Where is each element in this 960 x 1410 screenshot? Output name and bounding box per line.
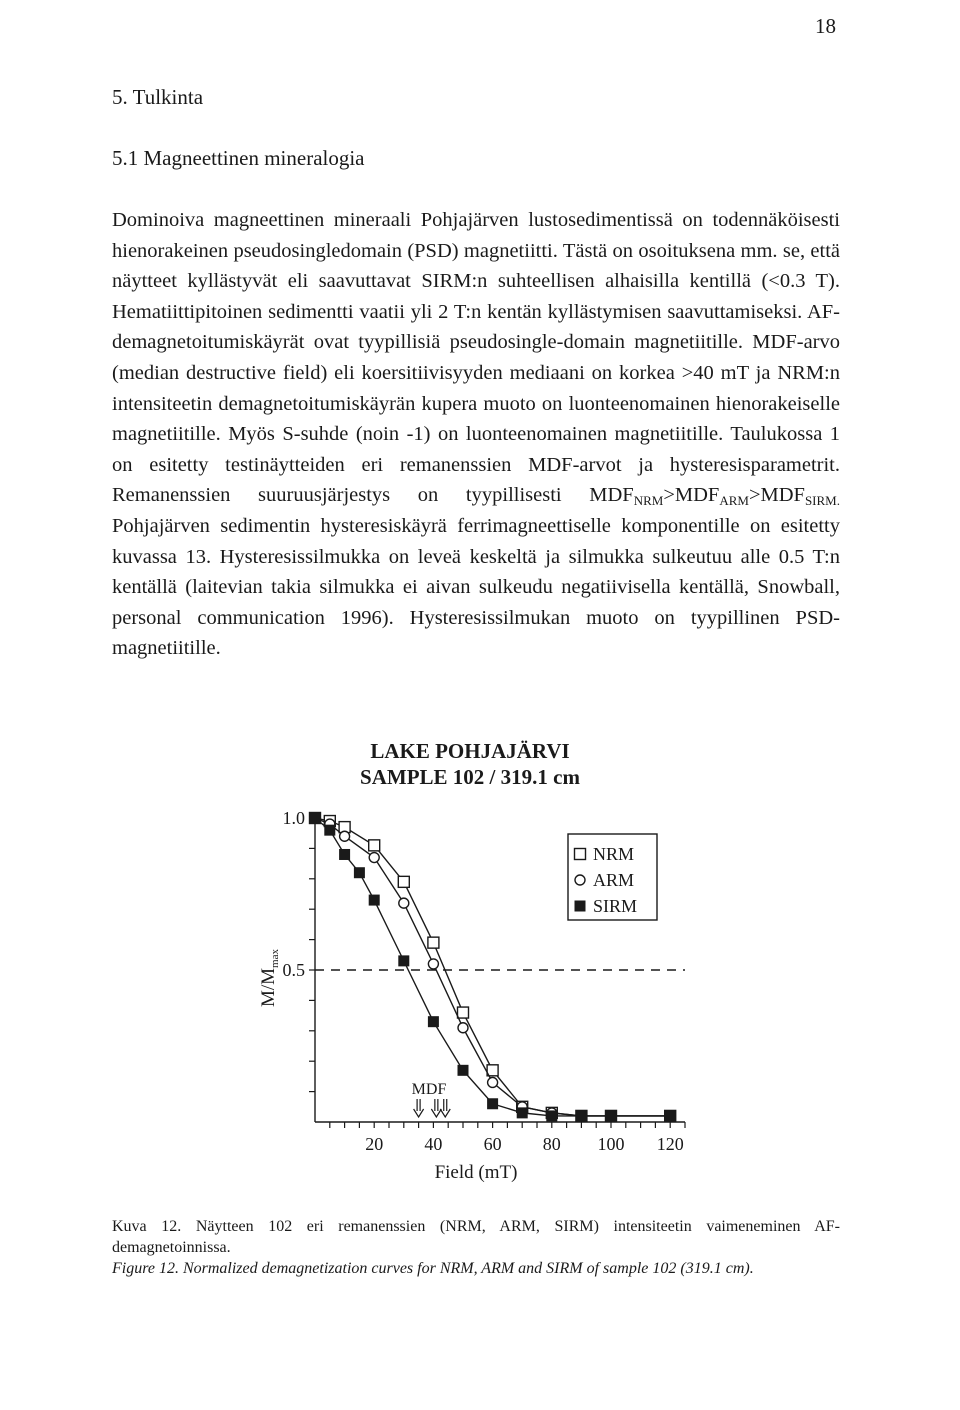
data-point-nrm (369, 840, 380, 851)
data-point-sirm (310, 813, 320, 823)
paragraph-part-2: Pohjajärven sedimentin hysteresiskäyrä ferrimagneettiselle komponentille on esitetty kuvassa 13. Hysteresissilmukka on leveä keskeltä ja silmukka sulkeutuu alle 0.5 T:n kentällä (laitevian takia silmukka ei aivan sulkeudu negatiivisella kentällä, Snowball, personal communication 1996). Hysteresissilmukan muoto on tyypillinen PSD-magnetiitille. (112, 514, 840, 660)
x-axis-label: Field (mT) (434, 1162, 518, 1183)
data-point-nrm (398, 876, 409, 887)
data-point-sirm (576, 1111, 586, 1121)
y-axis-label-sub: max (269, 948, 281, 968)
x-tick-label: 20 (365, 1134, 384, 1154)
legend-marker-arm (575, 875, 585, 885)
chart-title-line-2: SAMPLE 102 / 319.1 cm (360, 765, 580, 789)
page-number: 18 (815, 14, 836, 38)
section-title: 5. Tulkinta (112, 85, 204, 109)
x-tick-label: 60 (483, 1134, 502, 1154)
legend-label-arm: ARM (593, 870, 635, 890)
data-point-arm (399, 898, 409, 908)
legend-marker-sirm (575, 901, 585, 911)
sub-nrm: NRM (633, 493, 664, 509)
data-point-arm (369, 853, 379, 863)
caption-english: Figure 12. Normalized demagnetization curves for NRM, ARM and SIRM of sample 102 (319.1 cm). (112, 1260, 754, 1277)
data-point-nrm (428, 937, 439, 948)
mdf-arrow-head (431, 1109, 441, 1117)
subsection-title: 5.1 Magneettinen mineralogia (112, 146, 365, 170)
data-point-sirm (517, 1108, 527, 1118)
mdf-arrow-head (440, 1109, 450, 1117)
data-point-sirm (665, 1111, 675, 1121)
mdf-arrow-head (414, 1109, 424, 1117)
sub-sirm: SIRM. (804, 493, 840, 509)
mdf-arrow-icon (414, 1099, 424, 1117)
y-tick-label: 0.5 (282, 960, 305, 980)
caption-finnish: Kuva 12. Näytteen 102 eri remanenssien (NRM, ARM, SIRM) intensiteetin vaimeneminen AF-demagnetoinnissa. (112, 1218, 840, 1256)
mdf-arrow-icon (440, 1099, 450, 1117)
mdf-label: MDF (411, 1081, 447, 1098)
demagnetization-chart (240, 720, 720, 1200)
x-tick-label: 100 (597, 1134, 625, 1154)
mdf-arrow-icon (431, 1099, 441, 1117)
data-point-nrm (458, 1007, 469, 1018)
data-point-sirm (399, 956, 409, 966)
y-axis-label-main: M/M (258, 967, 279, 1008)
chart-title-line-1: LAKE POHJAJÄRVI (370, 739, 570, 763)
data-point-sirm (325, 825, 335, 835)
data-point-sirm (547, 1111, 557, 1121)
data-point-sirm (340, 849, 350, 859)
sub-arm: ARM (719, 493, 749, 509)
data-point-sirm (428, 1017, 438, 1027)
y-tick-label: 1.0 (282, 808, 305, 828)
legend-label-nrm: NRM (593, 844, 635, 864)
data-point-arm (458, 1023, 468, 1033)
mdf-sirm: >MDF (748, 484, 805, 507)
legend-marker-nrm (575, 849, 586, 860)
data-point-sirm (354, 868, 364, 878)
mdf-arm: >MDF (663, 484, 720, 507)
paragraph-part-1: Dominoiva magneettinen mineraali Pohjajärven lustosedimentissä on todennäköisesti hienorakeinen pseudosingledomain (PSD) magnetiitti. Tästä on osoituksena mm. se, että näytteet kyllästyvät eli saavuttavat SIRM:n suhteellisen alhaisilla kentillä (<0.3 T). Hematiittipitoinen sedimentti vaatii yli 2 T:n kentän kyllästymisen saavuttamiseksi. AF-demagnetoitumiskäyrät ovat tyypillisiä pseudosingle-domain magnetiitille. MDF-arvo (median destructive field) eli koersitiivisyyden mediaani on korkea >40 mT ja NRM:n intensiteetin demagnetoitumiskäyrän kupera muoto on luonteenomainen hienorakeiselle magnetiitille. Myös S-suhde (noin -1) on luonteenomainen magnetiitille. Taulukossa 1 on esitetty testinäytteiden eri remanenssien MDF-arvot ja hysteresisparametrit. Remanenssien suuruusjärjestys on tyypillisesti (112, 209, 840, 507)
legend (568, 834, 657, 920)
data-point-sirm (606, 1111, 616, 1121)
legend-label-sirm: SIRM (593, 896, 638, 916)
data-point-arm (488, 1077, 498, 1087)
body-paragraph (112, 205, 840, 664)
data-point-sirm (369, 895, 379, 905)
x-tick-label: 40 (424, 1134, 443, 1154)
data-point-sirm (458, 1065, 468, 1075)
x-tick-label: 120 (656, 1134, 684, 1154)
figure-caption (112, 1216, 840, 1279)
x-tick-label: 80 (542, 1134, 561, 1154)
data-point-sirm (488, 1099, 498, 1109)
y-axis-label (258, 948, 281, 1007)
data-point-arm (340, 831, 350, 841)
mdf-nrm: MDF (589, 484, 634, 507)
data-point-arm (428, 959, 438, 969)
